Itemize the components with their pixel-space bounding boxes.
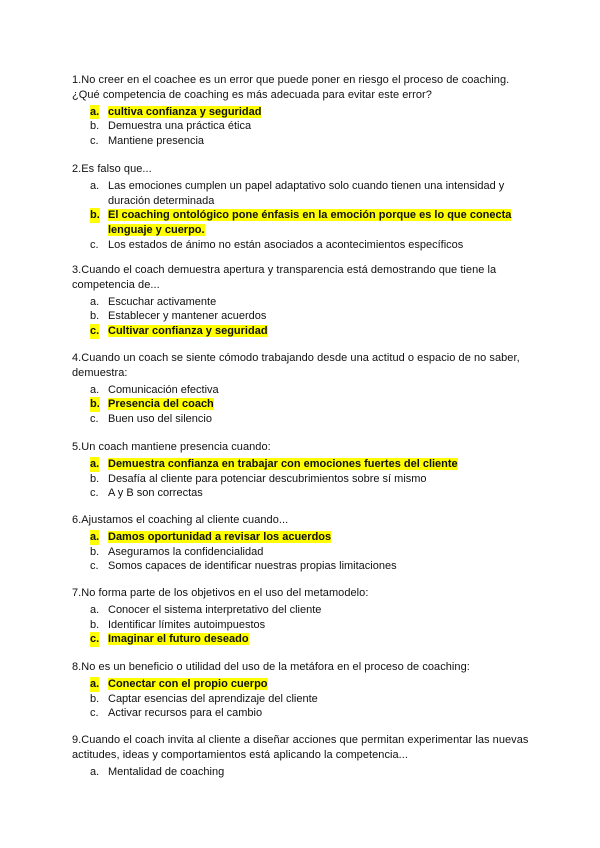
option-text: Aseguramos la confidencialidad bbox=[108, 545, 264, 558]
answer-option-correct bbox=[72, 677, 534, 692]
answer-option bbox=[72, 412, 534, 427]
question-text: 3.Cuando el coach demuestra apertura y transparencia está demostrando que tiene la competencia de... bbox=[72, 264, 497, 291]
answer-option bbox=[72, 309, 534, 324]
option-letter: c. bbox=[90, 560, 99, 573]
option-letter: c. bbox=[90, 413, 99, 426]
option-text: Activar recursos para el cambio bbox=[108, 707, 263, 720]
answer-options bbox=[72, 105, 534, 149]
question-9 bbox=[72, 733, 534, 779]
option-letter: b. bbox=[90, 472, 100, 485]
question-3 bbox=[72, 263, 534, 339]
option-letter: a. bbox=[90, 179, 100, 192]
answer-option bbox=[72, 765, 534, 780]
answer-options bbox=[72, 383, 534, 427]
question-6 bbox=[72, 513, 534, 574]
option-letter: b. bbox=[90, 398, 100, 411]
option-text: Conocer el sistema interpretativo del cliente bbox=[108, 603, 322, 616]
answer-option bbox=[72, 383, 534, 398]
option-text: Captar esencias del aprendizaje del cliente bbox=[108, 692, 318, 705]
answer-option bbox=[72, 119, 534, 134]
option-letter: c. bbox=[90, 325, 100, 338]
question-text: 8.No es un beneficio o utilidad del uso de la metáfora en el proceso de coaching: bbox=[72, 661, 470, 673]
option-text: Conectar con el propio cuerpo bbox=[108, 677, 268, 690]
option-text: cultiva confianza y seguridad bbox=[108, 105, 262, 118]
answer-option-correct bbox=[72, 208, 534, 238]
option-letter: c. bbox=[90, 487, 99, 500]
answer-option bbox=[72, 706, 534, 721]
option-text: Damos oportunidad a revisar los acuerdos bbox=[108, 530, 332, 543]
option-text: Establecer y mantener acuerdos bbox=[108, 310, 267, 323]
answer-option-correct bbox=[72, 105, 534, 120]
answer-options bbox=[72, 295, 534, 339]
answer-option bbox=[72, 238, 534, 253]
answer-option-correct bbox=[72, 530, 534, 545]
option-text: El coaching ontológico pone énfasis en la emoción porque es lo que conecta lenguaje y cuerpo. bbox=[108, 209, 512, 237]
option-text: Escuchar activamente bbox=[108, 295, 217, 308]
option-letter: c. bbox=[90, 707, 99, 720]
question-text: 2.Es falso que... bbox=[72, 163, 152, 175]
answer-options bbox=[72, 179, 534, 253]
answer-option-correct bbox=[72, 632, 534, 647]
question-text: 9.Cuando el coach invita al cliente a diseñar acciones que permitan experimentar las nuevas actitudes, ideas y comportamientos está aplicando la competencia... bbox=[72, 734, 529, 761]
option-letter: a. bbox=[90, 383, 100, 396]
question-text: 4.Cuando un coach se siente cómodo trabajando desde una actitud o espacio de no saber, demuestra: bbox=[72, 352, 520, 379]
answer-option-correct bbox=[72, 324, 534, 339]
option-letter: b. bbox=[90, 692, 100, 705]
option-text: Imaginar el futuro deseado bbox=[108, 633, 249, 646]
option-text: Comunicación efectiva bbox=[108, 383, 219, 396]
option-letter: b. bbox=[90, 310, 100, 323]
answer-option bbox=[72, 692, 534, 707]
answer-options bbox=[72, 457, 534, 501]
option-text: Presencia del coach bbox=[108, 398, 214, 411]
option-letter: a. bbox=[90, 295, 100, 308]
answer-option bbox=[72, 295, 534, 310]
question-text: 1.No creer en el coachee es un error que puede poner en riesgo el proceso de coaching. ¿Qué competencia de coaching es más adecuada para evitar este error? bbox=[72, 74, 510, 101]
answer-option-correct bbox=[72, 457, 534, 472]
option-letter: b. bbox=[90, 209, 100, 222]
answer-option bbox=[72, 179, 534, 209]
option-text: Cultivar confianza y seguridad bbox=[108, 325, 268, 338]
option-text: Los estados de ánimo no están asociados a acontecimientos específicos bbox=[108, 238, 464, 251]
option-letter: b. bbox=[90, 120, 100, 133]
question-text: 5.Un coach mantiene presencia cuando: bbox=[72, 441, 271, 453]
option-letter: a. bbox=[90, 603, 100, 616]
question-text: 6.Ajustamos el coaching al cliente cuando... bbox=[72, 514, 289, 526]
answer-option bbox=[72, 559, 534, 574]
question-5 bbox=[72, 440, 534, 501]
question-1 bbox=[72, 73, 534, 149]
question-text: 7.No forma parte de los objetivos en el uso del metamodelo: bbox=[72, 587, 369, 599]
question-8 bbox=[72, 660, 534, 721]
answer-option-correct bbox=[72, 397, 534, 412]
answer-option bbox=[72, 134, 534, 149]
option-text: A y B son correctas bbox=[108, 487, 203, 500]
answer-option bbox=[72, 545, 534, 560]
option-text: Demuestra una práctica ética bbox=[108, 120, 252, 133]
question-4 bbox=[72, 351, 534, 427]
option-letter: b. bbox=[90, 618, 100, 631]
answer-option bbox=[72, 603, 534, 618]
option-letter: a. bbox=[90, 530, 100, 543]
option-text: Desafía al cliente para potenciar descubrimientos sobre sí mismo bbox=[108, 472, 427, 485]
option-text: Somos capaces de identificar nuestras propias limitaciones bbox=[108, 560, 397, 573]
option-text: Mantiene presencia bbox=[108, 135, 205, 148]
option-text: Identificar límites autoimpuestos bbox=[108, 618, 266, 631]
answer-options bbox=[72, 677, 534, 721]
answer-options bbox=[72, 765, 534, 780]
option-letter: a. bbox=[90, 105, 100, 118]
option-text: Demuestra confianza en trabajar con emociones fuertes del cliente bbox=[108, 457, 458, 470]
option-text: Las emociones cumplen un papel adaptativo solo cuando tienen una intensidad y duración determinada bbox=[108, 179, 505, 207]
answer-option bbox=[72, 486, 534, 501]
answer-options bbox=[72, 603, 534, 647]
option-text: Mentalidad de coaching bbox=[108, 765, 225, 778]
option-letter: a. bbox=[90, 457, 100, 470]
question-2 bbox=[72, 162, 534, 253]
option-letter: b. bbox=[90, 545, 100, 558]
answer-options bbox=[72, 530, 534, 574]
option-letter: c. bbox=[90, 135, 99, 148]
question-7 bbox=[72, 586, 534, 647]
option-letter: a. bbox=[90, 677, 100, 690]
option-text: Buen uso del silencio bbox=[108, 413, 212, 426]
option-letter: a. bbox=[90, 765, 100, 778]
option-letter: c. bbox=[90, 633, 100, 646]
answer-option bbox=[72, 618, 534, 633]
answer-option bbox=[72, 472, 534, 487]
option-letter: c. bbox=[90, 238, 99, 251]
